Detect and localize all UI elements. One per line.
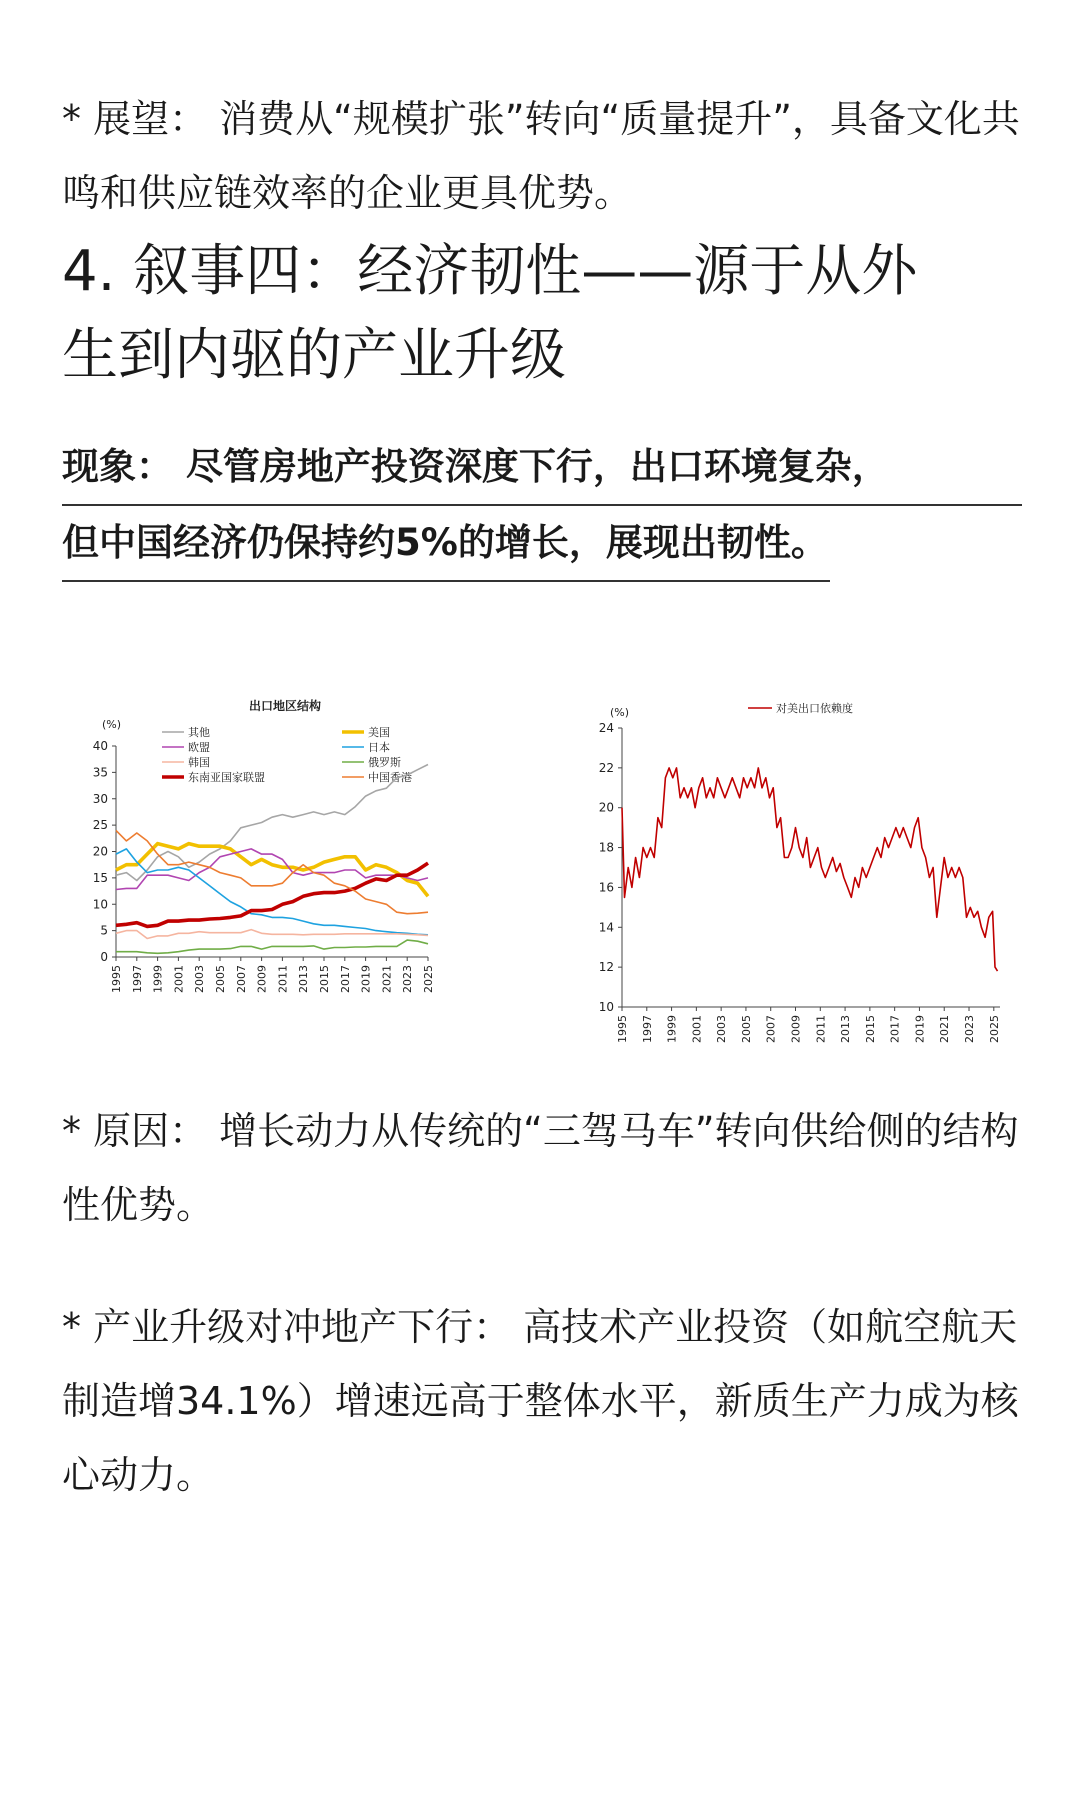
chart1-x-tick-label: 2017 — [338, 965, 352, 993]
chart1-legend-label: 其他 — [188, 726, 210, 739]
chart2-x-tick-label: 2013 — [839, 1015, 853, 1043]
chart2-x-tick-label: 2003 — [715, 1015, 729, 1043]
chart1-legend-label: 韩国 — [188, 756, 210, 769]
chart2-x-tick-label: 2005 — [739, 1015, 753, 1043]
chart1-legend-label: 东南亚国家联盟 — [188, 771, 265, 784]
chart1-x-tick-label: 2003 — [193, 965, 207, 993]
chart2-y-tick-label: 16 — [598, 880, 614, 895]
chart1-y-tick-label: 15 — [92, 870, 108, 885]
chart1-y-tick-label: 20 — [92, 844, 108, 859]
chart2-ylabel: (%) — [610, 706, 630, 719]
chart2-x-tick-label: 2019 — [913, 1015, 927, 1043]
chart1-x-tick-label: 2021 — [380, 965, 394, 993]
industry-upgrade-paragraph: * 产业升级对冲地产下行： 高技术产业投资（如航空航天制造增34.1%）增速远高于整体水平，新质生产力成为核心动力。 — [62, 1305, 1019, 1497]
chart1-x-tick-label: 1995 — [110, 965, 123, 993]
chart1-x-tick-label: 2009 — [255, 965, 269, 993]
chart2-x-tick-label: 2025 — [987, 1015, 1001, 1043]
chart1-x-tick-label: 1999 — [151, 965, 165, 993]
chart2-x-tick-label: 2011 — [814, 1015, 828, 1043]
chart2-plot-area — [599, 721, 1001, 1043]
chart1-x-tick-label: 2013 — [297, 965, 311, 993]
chart2-x-tick-label: 1995 — [616, 1015, 629, 1043]
chart1-x-tick-label: 2001 — [172, 965, 186, 993]
chart1-y-tick-label: 10 — [92, 897, 108, 912]
chart1-x-tick-label: 2011 — [276, 965, 290, 993]
chart1-x-tick-label: 2015 — [318, 965, 331, 993]
reason-paragraph: * 原因： 增长动力从传统的“三驾马车”转向供给侧的结构性优势。 — [62, 1109, 1019, 1227]
chart1-legend — [162, 725, 412, 784]
chart2-y-tick-label: 18 — [598, 840, 614, 855]
chart2-x-tick-label: 2007 — [764, 1015, 778, 1043]
chart1-x-tick-label: 1997 — [130, 965, 144, 993]
phenomenon-statement — [62, 430, 1022, 582]
chart2-y-tick-label: 24 — [598, 721, 614, 735]
chart1-title: 出口地区结构 — [248, 699, 322, 713]
chart1-x-tick-label: 2025 — [422, 965, 435, 993]
chart2-y-tick-label: 12 — [598, 960, 614, 975]
chart2-x-tick-label: 2009 — [789, 1015, 803, 1043]
chart1-series-line — [116, 940, 428, 953]
chart2-legend — [748, 701, 853, 715]
chart1-legend-label: 中国香港 — [368, 771, 412, 784]
chart1-x-tick-label: 2007 — [234, 965, 248, 993]
chart2-y-tick-label: 10 — [598, 1000, 614, 1014]
chart1-ylabel: (%) — [102, 718, 122, 731]
chart2-y-tick-label: 14 — [598, 920, 614, 935]
chart1-y-tick-label: 40 — [92, 739, 108, 753]
chart1-y-tick-label: 35 — [92, 765, 108, 780]
chart1-legend-label: 美国 — [368, 726, 390, 739]
chart2-x-tick-label: 1997 — [640, 1015, 654, 1043]
chart2-y-tick-label: 22 — [598, 760, 614, 775]
chart1-y-tick-label: 0 — [100, 950, 108, 964]
chart2-y-tick-label: 20 — [598, 800, 614, 815]
chart2-x-tick-label: 2015 — [863, 1015, 877, 1043]
chart2-x-tick-label: 2021 — [938, 1015, 952, 1043]
chart1-legend-label: 日本 — [368, 741, 390, 754]
us-export-dependence-chart — [580, 690, 1020, 1060]
chart2-legend-label: 对美出口依赖度 — [776, 702, 853, 715]
chart1-y-tick-label: 30 — [92, 791, 108, 806]
intro-paragraph: * 展望： 消费从“规模扩张”转向“质量提升”，具备文化共鸣和供应链效率的企业更具优势。 — [62, 97, 1020, 215]
chart2-series-line — [622, 768, 998, 971]
chart2-x-tick-label: 2023 — [963, 1015, 977, 1043]
chart2-x-tick-label: 2017 — [888, 1015, 902, 1043]
chart1-y-tick-label: 25 — [92, 818, 108, 833]
section-title-line1: 4. 叙事四：经济韧性——源于从外 — [62, 239, 918, 304]
chart1-legend-label: 欧盟 — [188, 741, 210, 754]
section-title-line2: 生到内驱的产业升级 — [62, 323, 566, 388]
chart1-y-tick-label: 5 — [100, 923, 108, 938]
chart1-series-line — [116, 830, 428, 913]
chart1-x-tick-label: 2023 — [401, 965, 415, 993]
chart1-legend-label: 俄罗斯 — [368, 756, 401, 769]
chart1-x-tick-label: 2019 — [359, 965, 373, 993]
export-region-structure-chart — [80, 688, 520, 1058]
phenomenon-line2: 但中国经济仍保持约5%的增长，展现出韧性。 — [62, 506, 830, 582]
chart2-x-tick-label: 2001 — [690, 1015, 704, 1043]
section-title — [62, 230, 1022, 398]
phenomenon-line1: 现象： 尽管房地产投资深度下行，出口环境复杂， — [62, 430, 1022, 506]
chart1-x-tick-label: 2005 — [214, 965, 227, 993]
chart2-x-tick-label: 1999 — [665, 1015, 679, 1043]
